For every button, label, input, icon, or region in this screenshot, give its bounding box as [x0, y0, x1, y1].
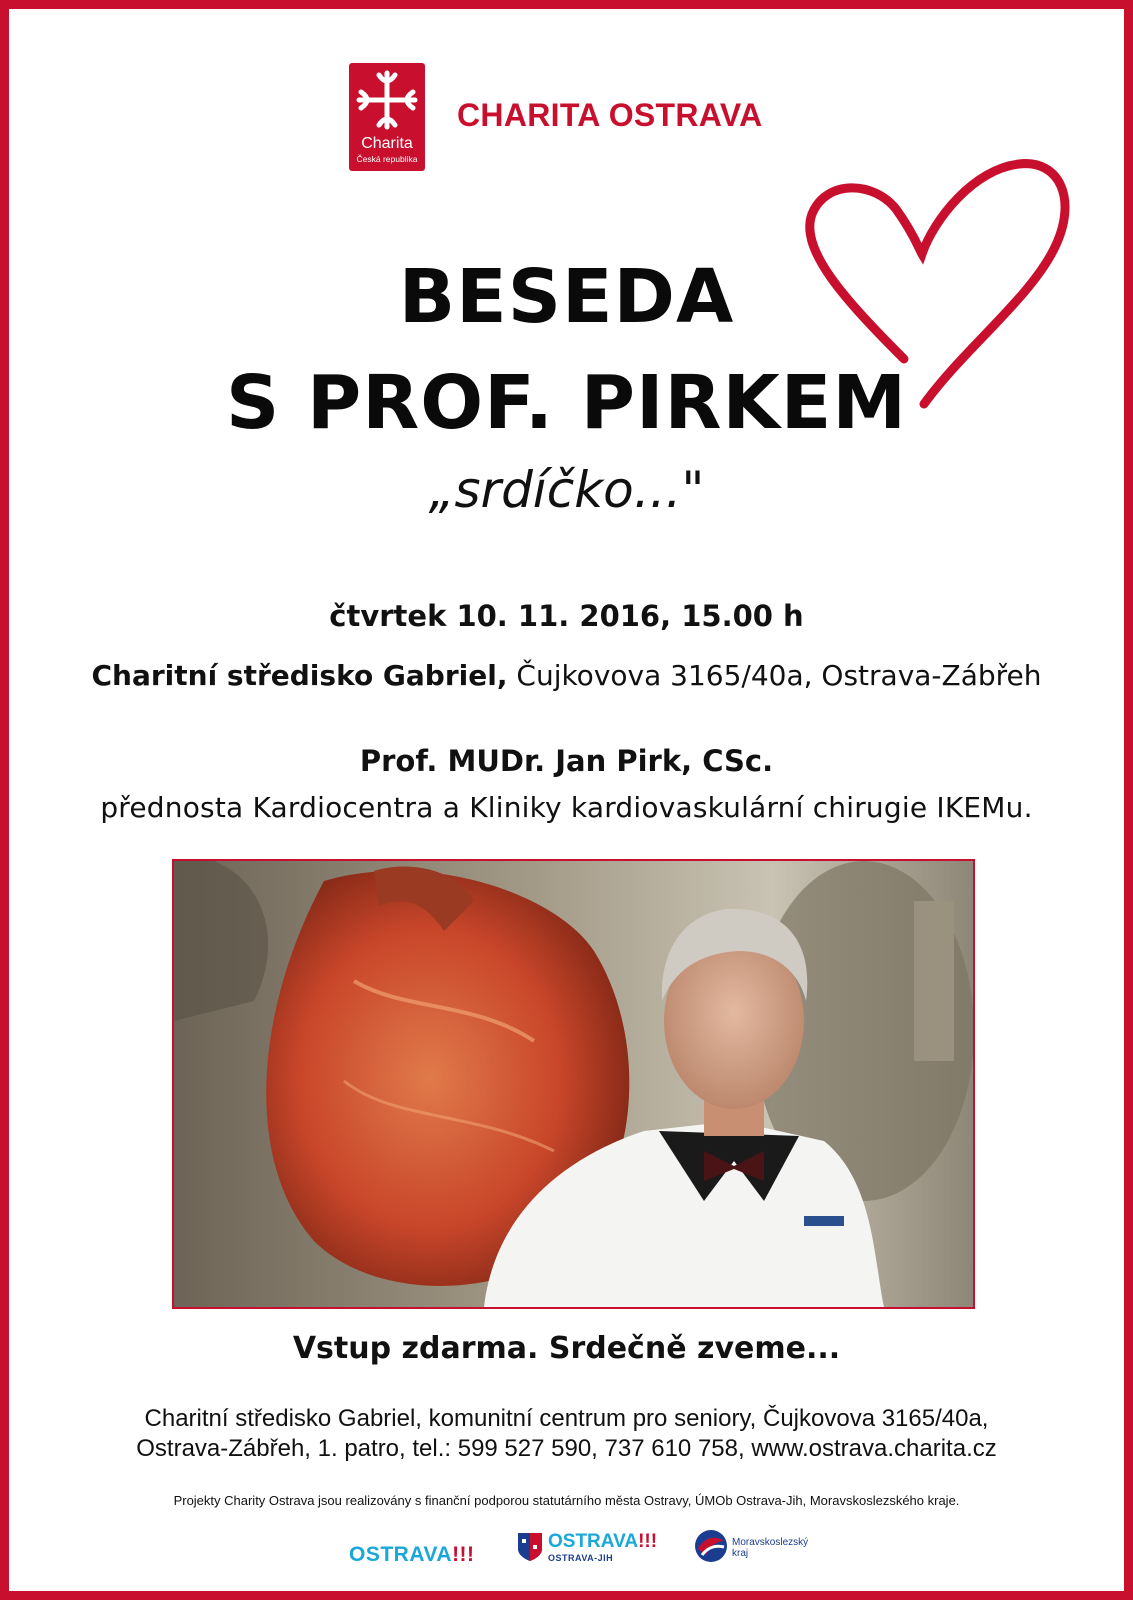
- venue-address: Čujkovova 3165/40a, Ostrava-Zábřeh: [516, 659, 1042, 692]
- contact-line1: Charitní středisko Gabriel, komunitní centrum pro seniory, Čujkovova 3165/40a,: [144, 1405, 989, 1432]
- photo-illustration: [174, 861, 973, 1307]
- sponsor-ostrava-logo: [349, 1543, 475, 1567]
- event-title-line2: S PROF. PIRKEM: [225, 360, 907, 446]
- event-venue: [9, 659, 1124, 692]
- sponsor-msk-line1: Moravskoslezský: [732, 1537, 809, 1548]
- charita-logo: [349, 63, 425, 171]
- sponsor-ostrava-jih-logo: [516, 1531, 658, 1567]
- msk-kraj-icon: [694, 1529, 728, 1563]
- sponsor-ostrava-excl: !!!: [452, 1543, 475, 1566]
- contact-line2: Ostrava-Zábřeh, 1. patro, tel.: 599 527 590, 737 610 758, www.ostrava.charita.cz: [136, 1435, 997, 1462]
- venue-name: Charitní středisko Gabriel,: [91, 659, 508, 692]
- logo-subtitle: Česká republika: [356, 154, 418, 164]
- speaker-name: Prof. MUDr. Jan Pirk, CSc.: [359, 744, 774, 778]
- sponsor-jih-name-text: OSTRAVA: [548, 1531, 639, 1552]
- org-name: CHARITA OSTRAVA: [457, 97, 763, 133]
- sponsor-ostrava-name: OSTRAVA: [349, 1543, 453, 1566]
- sponsor-msk-logo: [694, 1529, 809, 1567]
- entry-note: Vstup zdarma. Srdečně zveme...: [292, 1331, 841, 1366]
- ostrava-jih-crest-icon: [516, 1531, 544, 1563]
- charita-cross-icon: [353, 67, 421, 133]
- event-subtitle: „srdíčko...": [428, 461, 705, 519]
- speaker-role: přednosta Kardiocentra a Kliniky kardiovaskulární chirugie IKEMu.: [100, 791, 1033, 824]
- sponsor-jih-sub: OSTRAVA-JIH: [548, 1553, 614, 1563]
- logo-word: Charita: [361, 135, 413, 152]
- sponsor-jih-excl: !!!: [638, 1531, 658, 1552]
- sponsor-jih-name: [548, 1531, 657, 1553]
- sponsor-msk-line2: kraj: [732, 1548, 749, 1559]
- support-note: Projekty Charity Ostrava jsou realizovány s finanční podporou statutárního města Ostravy, ÚMOb Ostrava-Jih, Moravskoslezského kraje.: [173, 1493, 960, 1508]
- speaker-photo: [172, 859, 975, 1309]
- event-title-line1: BESEDA: [398, 254, 735, 340]
- event-datetime: čtvrtek 10. 11. 2016, 15.00 h: [329, 599, 804, 633]
- sponsor-msk-name: [732, 1537, 809, 1559]
